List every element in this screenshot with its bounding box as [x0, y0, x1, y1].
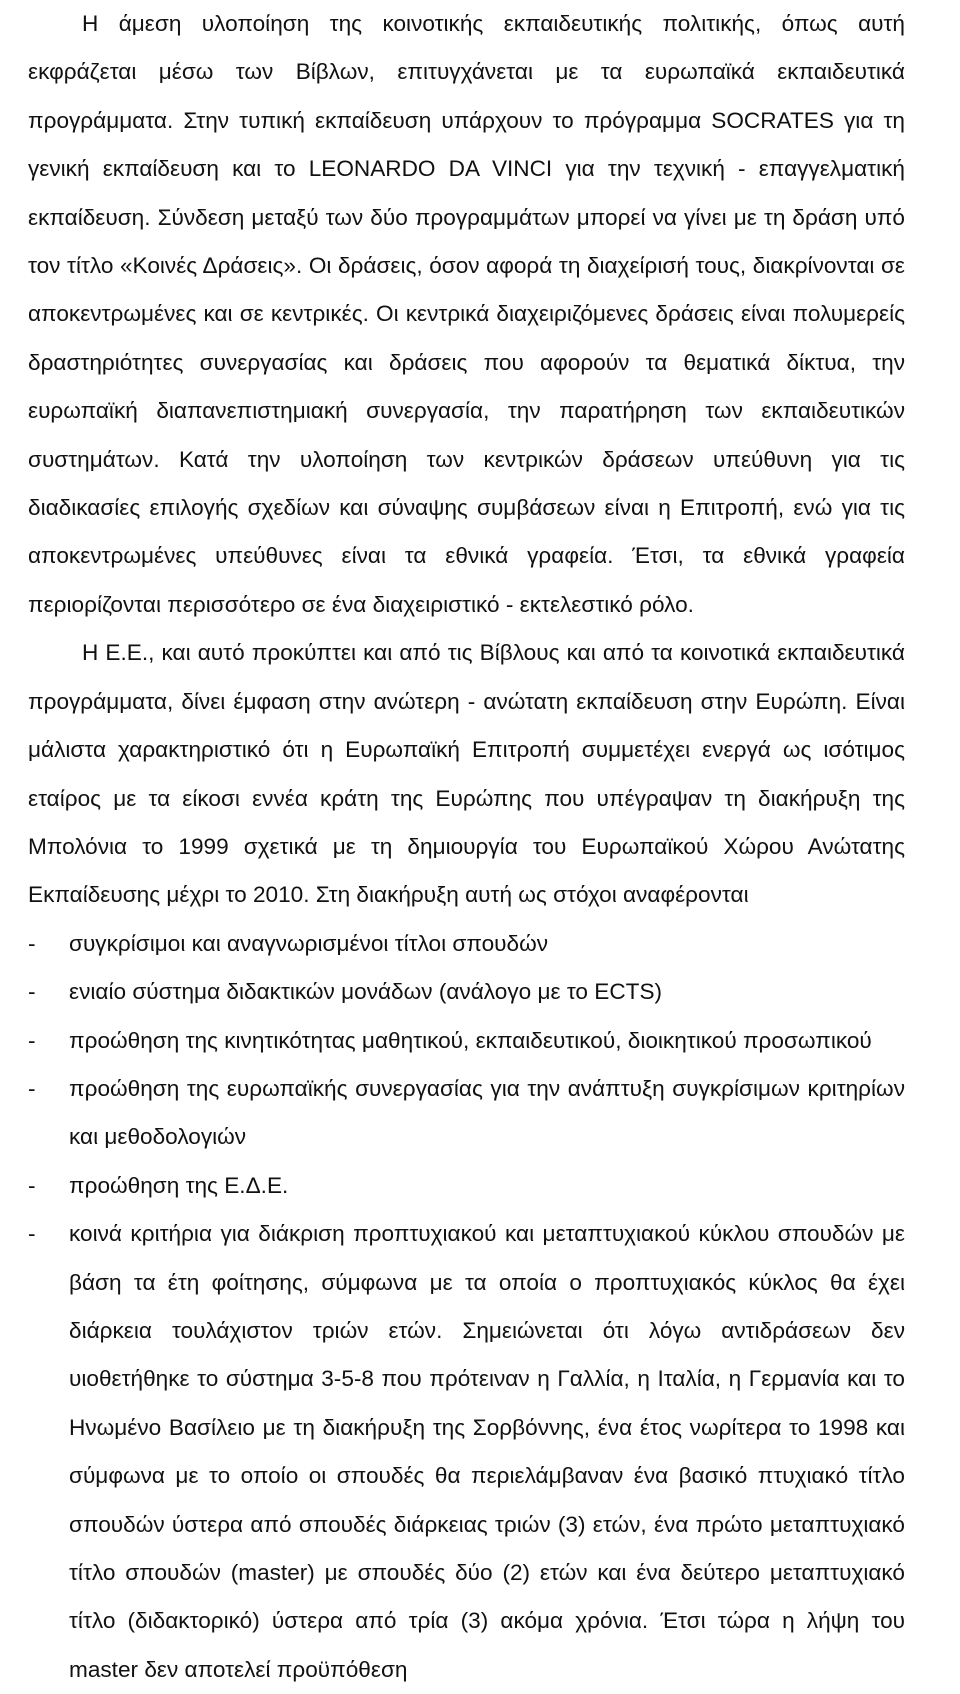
list-item [28, 1065, 905, 1162]
list-item-text: ενιαίο σύστημα διδακτικών μονάδων (ανάλογο με το ECTS) [69, 979, 663, 1005]
list-dash: - [28, 979, 36, 1005]
list-dash: - [28, 1221, 36, 1247]
list-item-text: προώθηση της κινητικότητας μαθητικού, εκπαιδευτικού, διοικητικού προσωπικού [69, 1027, 872, 1053]
list-item [28, 1162, 905, 1210]
list-item [28, 1017, 905, 1065]
list-dash: - [28, 930, 36, 956]
list-dash: - [28, 1172, 36, 1198]
list-dash: - [28, 1075, 36, 1101]
list-item-text: συγκρίσιμοι και αναγνωρισμένοι τίτλοι σπουδών [69, 930, 549, 956]
list-item [28, 920, 905, 968]
paragraph-programs: Η άμεση υλοποίηση της κοινοτικής εκπαιδευτικής πολιτικής, όπως αυτή εκφράζεται μέσω των Βίβλων, επιτυγχάνεται με τα ευρωπαϊκά εκπαιδευτικά προγράμματα. Στην τυπική εκπαίδευση υπάρχουν το πρόγραμμα SOCRATES για τη γενική εκπαίδευση και το LEONARDO DA VINCI για την τεχνική - επαγγελματική εκπαίδευση. Σύνδεση μεταξύ των δύο προγραμμάτων μπορεί να γίνει με τη δράση υπό τον τίτλο «Κοινές Δράσεις». Οι δράσεις, όσον αφορά τη διαχείρισή τους, διακρίνονται σε αποκεντρωμένες και σε κεντρικές. Οι κεντρικά διαχειριζόμενες δράσεις είναι πολυμερείς δραστηριότητες συνεργασίας και δράσεις που αφορούν τα θεματικά δίκτυα, την ευρωπαϊκή διαπανεπιστημιακή συνεργασία, την παρατήρηση των εκπαιδευτικών συστημάτων. Κατά την υλοποίηση των κεντρικών δράσεων υπεύθυνη για τις διαδικασίες επιλογής σχεδίων και σύναψης συμβάσεων είναι η Επιτροπή, ενώ για τις αποκεντρωμένες υπεύθυνες είναι τα εθνικά γραφεία. Έτσι, τα εθνικά γραφεία περιορίζονται περισσότερο σε ένα διαχειριστικό - εκτελεστικό ρόλο. [28, 11, 905, 617]
list-item [28, 968, 905, 1016]
list-dash: - [28, 1027, 36, 1053]
list-item-text: κοινά κριτήρια για διάκριση προπτυχιακού και μεταπτυχιακού κύκλου σπουδών με βάση τα έτη φοίτησης, σύμφωνα με τα οποία ο προπτυχιακός κύκλος θα έχει διάρκεια τουλάχιστον τριών ετών. Σημειώνεται ότι λόγω αντιδράσεων δεν υιοθετήθηκε το σύστημα 3-5-8 που πρότειναν η Γαλλία, η Ιταλία, η Γερμανία και το Ηνωμένο Βασίλειο με τη διακήρυξη της Σορβόννης, ένα έτος νωρίτερα το 1998 και σύμφωνα με το οποίο οι σπουδές θα περιελάμβαναν ένα βασικό πτυχιακό τίτλο σπουδών ύστερα από σπουδές διάρκειας τριών (3) ετών, ένα πρώτο μεταπτυχιακό τίτλο σπουδών (master) με σπουδές δύο (2) ετών και ένα δεύτερο μεταπτυχιακό τίτλο (διδακτορικό) ύστερα από τρία (3) ακόμα χρόνια. Έτσι τώρα η λήψη του master δεν αποτελεί προϋπόθεση [69, 1221, 905, 1682]
list-item-text: προώθηση της ευρωπαϊκής συνεργασίας για την ανάπτυξη συγκρίσιμων κριτηρίων και μεθοδολογιών [69, 1075, 905, 1150]
paragraph-bologna: Η Ε.Ε., και αυτό προκύπτει και από τις Βίβλους και από τα κοινοτικά εκπαιδευτικά προγράμματα, δίνει έμφαση στην ανώτερη - ανώτατη εκπαίδευση στην Ευρώπη. Είναι μάλιστα χαρακτηριστικό ότι η Ευρωπαϊκή Επιτροπή συμμετέχει ενεργά ως ισότιμος εταίρος με τα είκοσι εννέα κράτη της Ευρώπης που υπέγραψαν τη διακήρυξη της Μπολόνια το 1999 σχετικά με τη δημιουργία του Ευρωπαϊκού Χώρου Ανώτατης Εκπαίδευσης μέχρι το 2010. Στη διακήρυξη αυτή ως στόχοι αναφέρονται [28, 640, 905, 908]
list-item [28, 1210, 905, 1694]
list-item-text: προώθηση της Ε.Δ.Ε. [69, 1172, 289, 1198]
goals-list [28, 920, 905, 1694]
